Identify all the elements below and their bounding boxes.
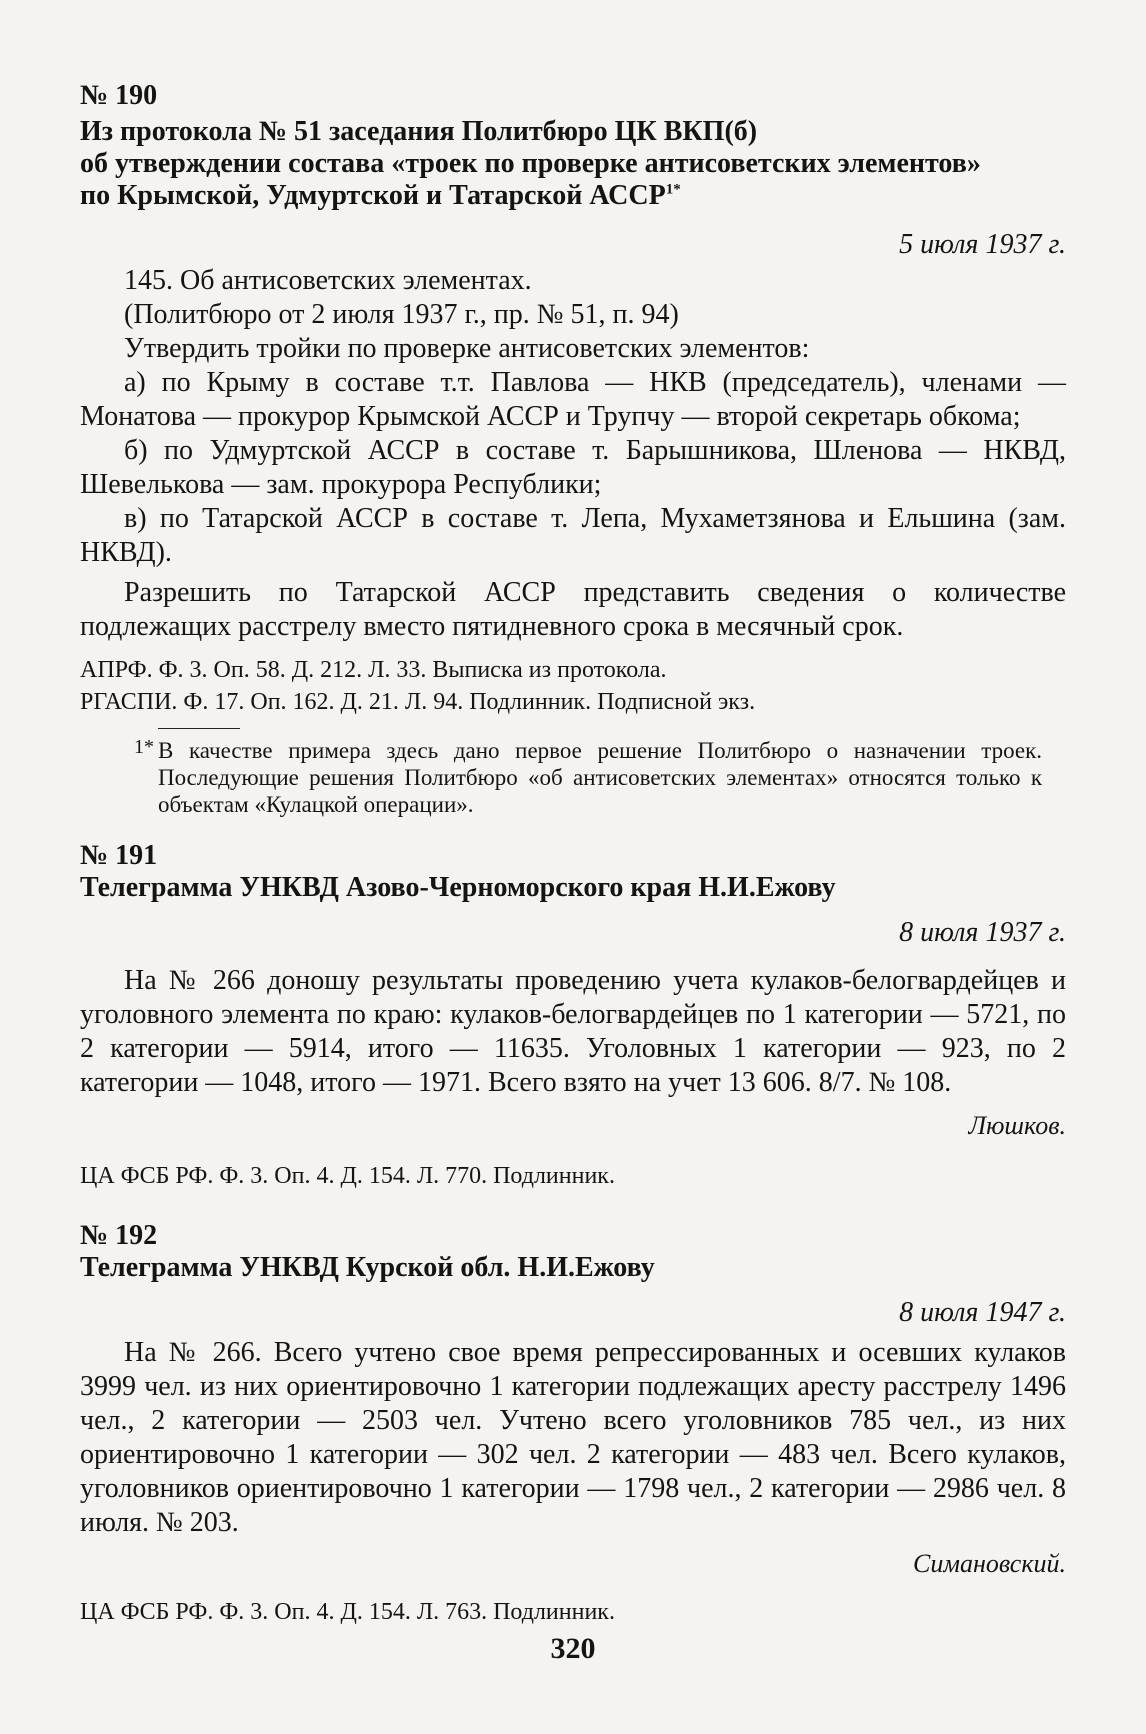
paragraph: Утвердить тройки по проверке антисоветских элементов: xyxy=(124,333,810,364)
archive-ref: АПРФ. Ф. 3. Оп. 58. Д. 212. Л. 33. Выписка из протокола. xyxy=(80,657,667,683)
doc-text: На № 266 доношу результаты проведению учета кулаков-белогвардейцев и уголовного элемента по краю: кулаков-белогвардейцев по 1 категории — 5721, по 2 категории — 5914, итого — 11635. Уголовных 1 категории — 923, по 2 категории — 1048, итого — 1971. Всего взято на учет 13 606. 8/7. № 108. xyxy=(80,965,1066,1098)
paragraph: в) по Татарской АССР в составе т. Лепа, Мухаметзянова и Ельшина (зам. НКВД). xyxy=(80,503,1066,568)
doc-text: На № 266. Всего учтено свое время репрессированных и осевших кулаков 3999 чел. из них ориентировочно 1 категории подлежащих аресту расстрелу 1496 чел., 2 категории — 2503 чел. Учтено всего уголовников 785 чел., из них ориентировочно 1 категории — 302 чел. 2 категории — 483 чел. Всего кулаков, уголовников ориентировочно 1 категории — 1798 чел., 2 категории — 2986 чел. 8 июля. № 203. xyxy=(80,1337,1066,1538)
document-190 xyxy=(80,80,1066,818)
paragraph: Разрешить по Татарской АССР представить сведения о количестве подлежащих расстрелу вместо пятидневного срока в месячный срок. xyxy=(80,577,1066,642)
doc-number: № 190 xyxy=(80,80,158,111)
footnote-ref: 1* xyxy=(665,181,681,198)
archive-refs xyxy=(80,654,1066,718)
document-192 xyxy=(80,1220,1066,1628)
paragraph: 145. Об антисоветских элементах. xyxy=(124,265,532,296)
archive-ref: ЦА ФСБ РФ. Ф. 3. Оп. 4. Д. 154. Л. 763. Подлинник. xyxy=(80,1599,615,1625)
doc-title-line: по Крымской, Удмуртской и Татарской $АССР^{1*}$ xyxy=(80,180,681,211)
doc-number: № 192 xyxy=(80,1220,158,1251)
paragraph: а) по Крыму в составе т.т. Павлова — НКВ (председатель), членами — Монатова — прокурор Крымской АССР и Трупчу — второй секретарь обкома; xyxy=(80,367,1066,432)
doc-title xyxy=(80,116,1066,212)
doc-title-line: об утверждении состава «троек по проверке антисоветских элементов» xyxy=(80,148,981,179)
signature: Симановский. xyxy=(913,1549,1066,1578)
doc-number: № 191 xyxy=(80,840,158,871)
archive-ref: ЦА ФСБ РФ. Ф. 3. Оп. 4. Д. 154. Л. 770. Подлинник. xyxy=(80,1163,615,1189)
archive-ref: РГАСПИ. Ф. 17. Оп. 162. Д. 21. Л. 94. Подлинник. Подписной экз. xyxy=(80,689,756,715)
paragraph: б) по Удмуртской АССР в составе т. Барышникова, Шленова — НКВД, Шевелькова — зам. прокурора Республики; xyxy=(80,435,1066,500)
doc-title: Телеграмма УНКВД Курской обл. Н.И.Ежову xyxy=(80,1252,655,1283)
signature: Люшков. xyxy=(968,1111,1066,1140)
footnote-rule xyxy=(158,728,240,729)
doc-date: 8 июля 1947 г. xyxy=(899,1297,1066,1328)
document-191 xyxy=(80,840,1066,1192)
footnote xyxy=(134,736,1042,818)
doc-date: 5 июля 1937 г. xyxy=(899,229,1066,260)
footnote-text: В качестве примера здесь дано первое решение Политбюро о назначении троек. Последующие решения Политбюро «об антисоветских элементах» относятся только к объектам «Кулацкой операции». xyxy=(158,738,1042,817)
paragraph: (Политбюро от 2 июля 1937 г., пр. № 51, п. 94) xyxy=(124,299,679,330)
doc-body xyxy=(80,264,1066,644)
page-number: 320 xyxy=(550,1632,596,1665)
doc-date: 8 июля 1937 г. xyxy=(899,917,1066,948)
footnote-mark: 1* xyxy=(134,736,154,758)
doc-title-line: Из протокола № 51 заседания Политбюро ЦК ВКП(б) xyxy=(80,116,758,147)
doc-title: Телеграмма УНКВД Азово-Черноморского края Н.И.Ежову xyxy=(80,872,836,903)
